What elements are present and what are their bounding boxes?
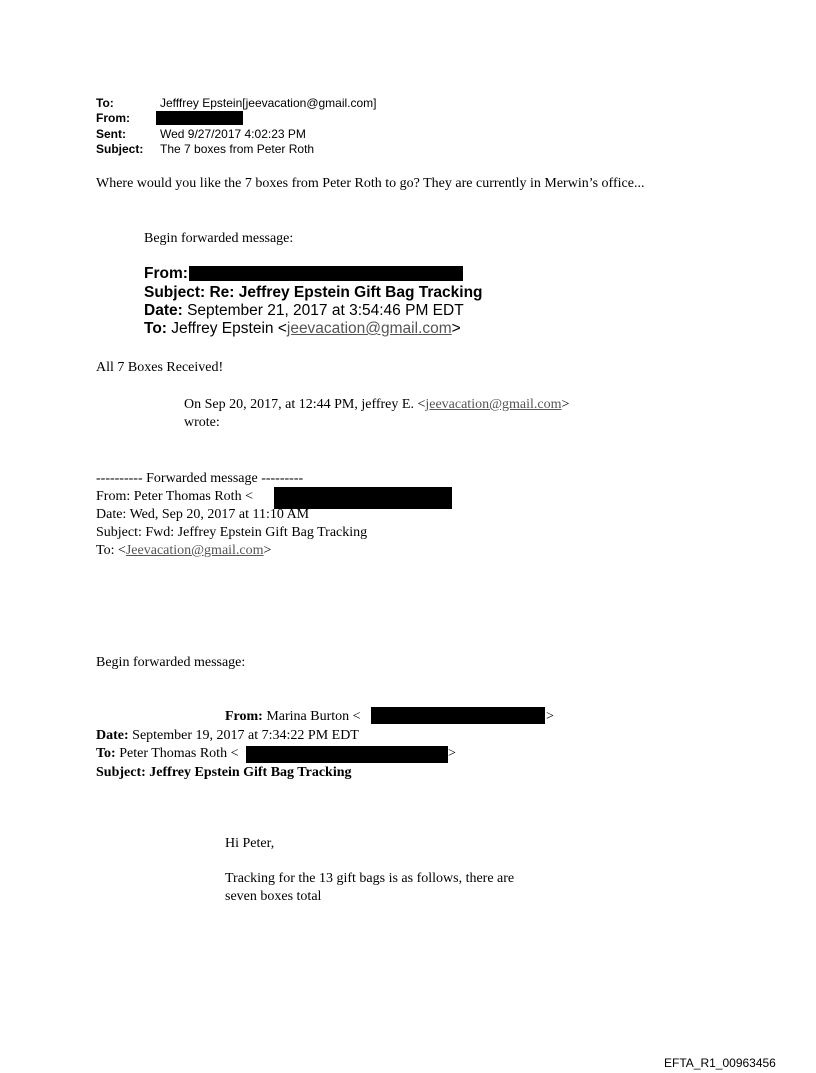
fwd3-from-label: From: [225, 709, 263, 724]
message-greeting: Hi Peter, [225, 836, 275, 851]
fwd3-to-value: Peter Thomas Roth < [119, 746, 239, 761]
redaction-box [189, 266, 463, 281]
redaction-box [371, 707, 545, 724]
fwd3-date-value: September 19, 2017 at 7:34:22 PM EDT [132, 728, 359, 743]
fwd1-to-email-link[interactable]: jeevacation@gmail.com [286, 320, 452, 337]
fwd3-date-label: Date: [96, 728, 129, 743]
fwd1-to-close: > [451, 320, 461, 337]
fwd1-to-label: To: [144, 320, 167, 337]
to-value: Jefffrey Epstein[jeevacation@gmail.com] [160, 96, 377, 110]
fwd3-date-line [96, 727, 359, 744]
fwd2-subject: Subject: Fwd: Jeffrey Epstein Gift Bag Tracking [96, 525, 368, 540]
fwd3-to-line [96, 745, 238, 762]
from-label: From: [96, 111, 130, 125]
fwd3-to-label: To: [96, 746, 116, 761]
quote-prefix: On Sep 20, 2017, at 12:44 PM, jeffrey E. < [184, 397, 426, 412]
fwd1-date-value: September 21, 2017 at 3:54:46 PM EDT [187, 302, 464, 319]
fwd1-subject-line [144, 284, 483, 302]
to-label: To: [96, 96, 114, 110]
fwd3-from-close: > [546, 709, 554, 724]
fwd3-from-line [225, 708, 361, 725]
fwd2-to-suffix: > [263, 543, 272, 558]
fwd1-date-line [144, 302, 464, 320]
body-line: Where would you like the 7 boxes from Peter Roth to go? They are currently in Merwin’s office... [96, 176, 645, 191]
sent-value: Wed 9/27/2017 4:02:23 PM [160, 127, 306, 141]
quote-line-1 [184, 396, 569, 413]
message-line-2: seven boxes total [225, 889, 322, 904]
fwd3-subject-line [96, 764, 352, 781]
redaction-box [156, 111, 243, 125]
redaction-box [246, 746, 448, 763]
fwd1-subject-label: Subject: [144, 284, 206, 301]
fwd1-subject-value: Re: Jeffrey Epstein Gift Bag Tracking [209, 284, 483, 301]
fwd2-separator: ---------- Forwarded message --------- [96, 471, 304, 486]
quote-line-2: wrote: [184, 415, 220, 430]
fwd1-to-line [144, 320, 461, 338]
fwd3-to-close: > [448, 746, 456, 761]
fwd2-from: From: Peter Thomas Roth < [96, 489, 253, 504]
sent-label: Sent: [96, 127, 126, 141]
fwd2-to-prefix: To: < [96, 543, 126, 558]
fwd1-to-name: Jeffrey Epstein < [171, 320, 287, 337]
fwd1-from-line [144, 265, 188, 283]
fwd2-date: Date: Wed, Sep 20, 2017 at 11:10 AM [96, 507, 310, 522]
forwarded-intro: Begin forwarded message: [144, 231, 294, 246]
message-line-1: Tracking for the 13 gift bags is as follows, there are [225, 871, 515, 886]
document-id: EFTA_R1_00963456 [664, 1056, 776, 1070]
quote-email-link[interactable]: jeevacation@gmail.com [425, 397, 562, 412]
fwd3-intro: Begin forwarded message: [96, 655, 246, 670]
subject-value: The 7 boxes from Peter Roth [160, 142, 315, 156]
fwd2-to-line [96, 542, 271, 559]
subject-label: Subject: [96, 142, 144, 156]
received-line: All 7 Boxes Received! [96, 360, 224, 375]
quote-suffix: > [561, 397, 570, 412]
fwd2-to-email-link[interactable]: Jeevacation@gmail.com [125, 543, 264, 558]
fwd3-from-value: Marina Burton < [266, 709, 361, 724]
fwd3-subject-value: Jeffrey Epstein Gift Bag Tracking [149, 765, 352, 780]
fwd1-date-label: Date: [144, 302, 183, 319]
fwd3-subject-label: Subject: [96, 765, 146, 780]
fwd1-from-label: From: [144, 265, 188, 282]
